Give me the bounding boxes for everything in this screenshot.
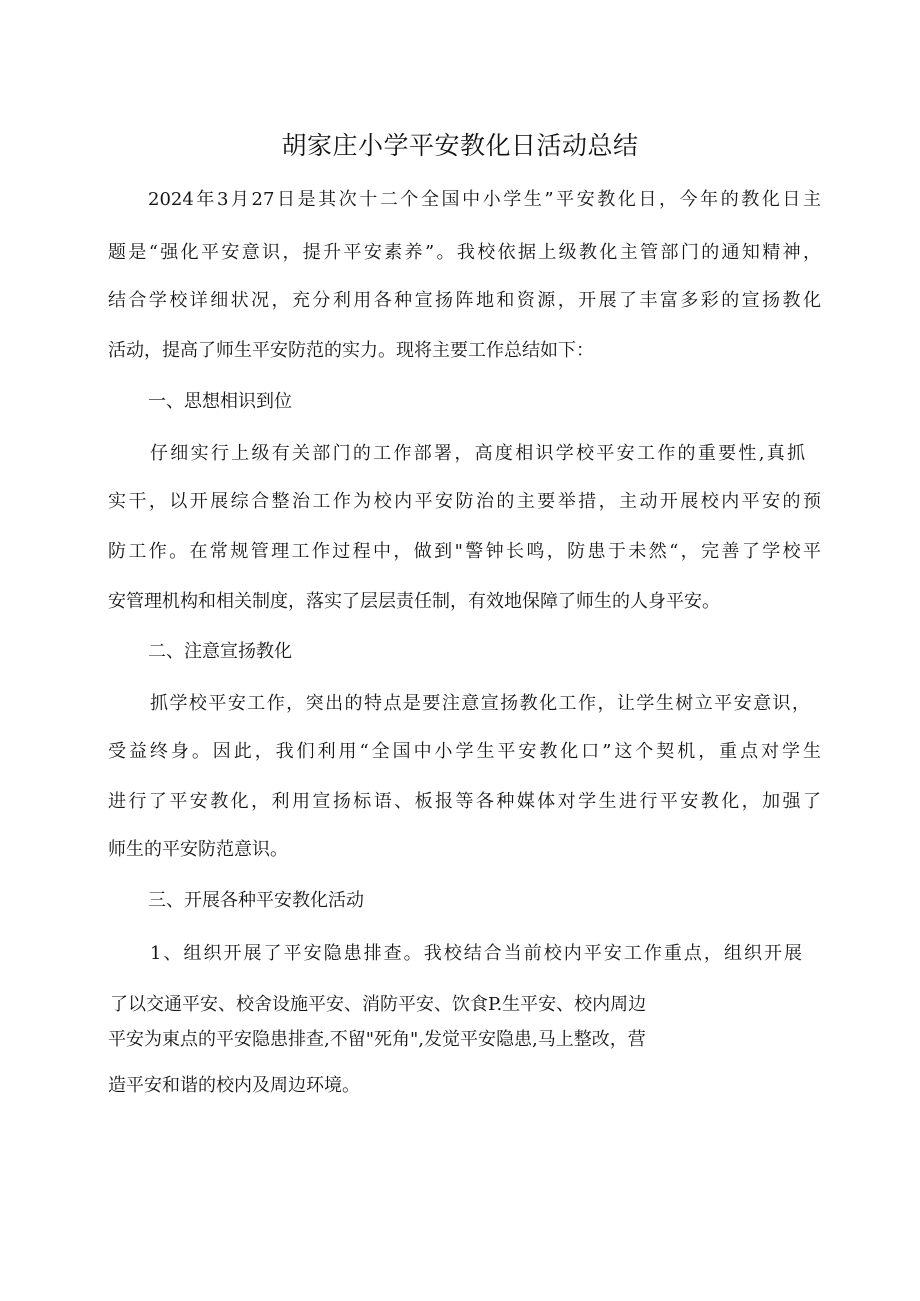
section-1-line-4: 安管理机构和相关制度，落实了层层责任制，有效地保障了师生的人身平安。 [108, 591, 720, 612]
section-1-line-2: 实干，以开展综合整治工作为校内平安防治的主要举措，主动开展校内平安的预 [108, 491, 821, 512]
section-3-line-1: 1、组织开展了平安隐患排查。我校结合当前校内平安工作重点，组织开展 [150, 943, 802, 964]
section-3-line-3: 平安为東点的平安隐患排查,不留"死角",发觉平安隐患,马上整改，营 [108, 1029, 646, 1050]
section-2-line-3: 进行了平安教化，利用宣扬标语、板报等各种媒体对学生进行平安教化，加强了 [108, 791, 821, 812]
section-1-line-3: 防工作。在常规管理工作过程中，做到"警钟长鸣，防患于未然“，完善了学校平 [108, 541, 821, 562]
intro-line-1: 2024年3月27日是其次十二个全国中小学生”平安教化日，今年的教化日主 [148, 189, 821, 210]
section-3-line-4: 造平安和谐的校内及周边环境。 [108, 1075, 360, 1096]
intro-line-4: 活动，提高了师生平安防范的实力。现将主要工作总结如下： [108, 340, 594, 361]
intro-line-2: 题是“强化平安意识，提升平安素养”。我校依据上级教化主管部门的通知精神， [108, 242, 821, 263]
intro-line-3: 结合学校详细状况，充分利用各种宣扬阵地和资源，开展了丰富多彩的宣扬教化 [108, 290, 821, 311]
section-3-heading: 三、开展各种平安教化活动 [148, 890, 364, 911]
section-2-heading: 二、注意宣扬教化 [148, 641, 292, 662]
document-title: 胡家庄小学平安教化日活动总结 [281, 131, 639, 160]
section-2-line-2: 受益终身。因此，我们利用“全国中小学生平安教化口”这个契机，重点对学生 [108, 741, 821, 762]
section-1-heading: 一、思想相识到位 [148, 391, 292, 412]
section-2-line-4: 师生的平安防范意识。 [108, 839, 288, 860]
section-1-line-1: 仔细实行上级有关部门的工作部署，高度相识学校平安工作的重要性,真抓 [150, 443, 805, 464]
section-2-line-1: 抓学校平安工作，突出的特点是要注意宣扬教化工作，让学生树立平安意识， [150, 693, 810, 714]
section-3-line-2: 了以交通平安、校舍设施平安、消防平安、饮食P.生平安、校内周边 [110, 994, 647, 1015]
